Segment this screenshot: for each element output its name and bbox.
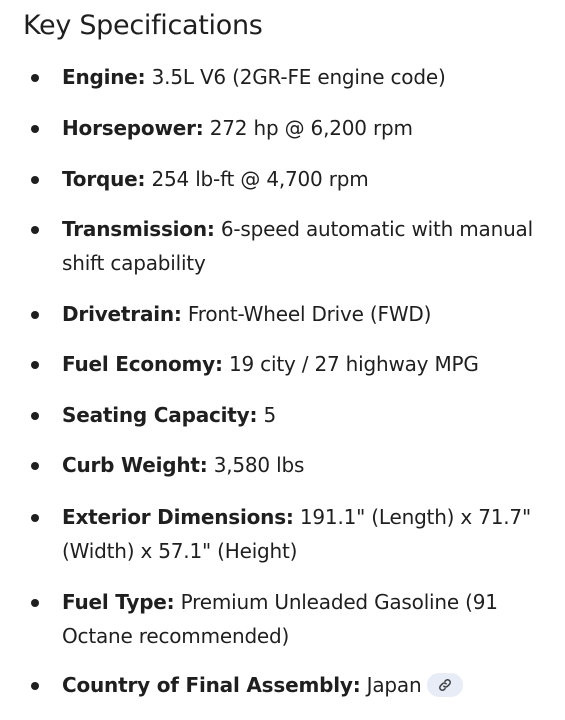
spec-label: Fuel Type: <box>62 590 175 614</box>
spec-value: Front-Wheel Drive (FWD) <box>181 302 432 326</box>
spec-label: Curb Weight: <box>62 453 208 477</box>
spec-text <box>62 448 552 482</box>
spec-label: Seating Capacity: <box>62 403 258 427</box>
section-title: Key Specifications <box>23 10 263 41</box>
spec-value: 6-speed automatic with manual shift capability <box>62 217 533 275</box>
spec-text <box>62 668 552 702</box>
spec-value: 19 city / 27 highway MPG <box>222 352 479 376</box>
spec-value: 254 lb-ft @ 4,700 rpm <box>145 167 369 191</box>
spec-value: Japan <box>360 673 422 697</box>
spec-label: Engine: <box>62 65 146 89</box>
spec-text <box>62 111 552 145</box>
spec-label: Transmission: <box>62 217 215 241</box>
spec-label: Drivetrain: <box>62 302 182 326</box>
bullet-icon <box>31 125 39 133</box>
bullet-icon <box>31 514 39 522</box>
bullet-icon <box>31 599 39 607</box>
spec-label: Country of Final Assembly: <box>62 673 361 697</box>
spec-label: Fuel Economy: <box>62 352 223 376</box>
spec-text <box>62 347 552 381</box>
bullet-icon <box>31 176 39 184</box>
source-link-button[interactable] <box>427 673 463 697</box>
bullet-icon <box>31 682 39 690</box>
spec-value: 272 hp @ 6,200 rpm <box>203 116 413 140</box>
spec-text <box>62 500 552 568</box>
spec-text <box>62 162 552 196</box>
spec-value: 5 <box>257 403 276 427</box>
spec-value: 191.1" (Length) x 71.7" (Width) x 57.1" (Height) <box>62 505 531 563</box>
bullet-icon <box>31 311 39 319</box>
bullet-icon <box>31 74 39 82</box>
bullet-icon <box>31 361 39 369</box>
spec-text <box>62 585 552 653</box>
spec-value: Premium Unleaded Gasoline (91 Octane recommended) <box>62 590 498 648</box>
spec-label: Torque: <box>62 167 146 191</box>
spec-value: 3.5L V6 (2GR-FE engine code) <box>145 65 446 89</box>
spec-text <box>62 297 552 331</box>
bullet-icon <box>31 462 39 470</box>
spec-text <box>62 60 552 94</box>
bullet-icon <box>31 412 39 420</box>
spec-label: Exterior Dimensions: <box>62 505 294 529</box>
spec-label: Horsepower: <box>62 116 204 140</box>
spec-text <box>62 212 552 280</box>
spec-value: 3,580 lbs <box>207 453 305 477</box>
link-icon <box>438 678 452 692</box>
bullet-icon <box>31 226 39 234</box>
spec-text <box>62 398 552 432</box>
